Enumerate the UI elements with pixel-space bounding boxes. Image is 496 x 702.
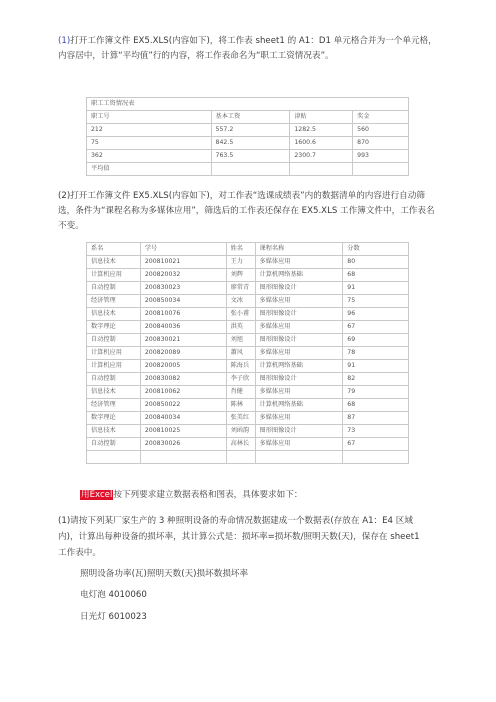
table-cell: 廖常青 (226, 282, 255, 295)
table-row (87, 412, 409, 425)
table-cell: 993 (353, 150, 409, 163)
table-cell: 200830023 (140, 282, 226, 295)
table-cell: 2300.7 (290, 150, 353, 163)
question-2-paragraph (58, 189, 438, 234)
table-cell: 图形图像设计 (255, 308, 343, 321)
table-cell: 200830021 (140, 334, 226, 347)
table-cell: 200850034 (140, 295, 226, 308)
table-cell: 763.5 (211, 150, 290, 163)
table-cell: 557.2 (211, 124, 290, 137)
data-line: 电灯泡 4010060 (80, 590, 147, 600)
table-cell: 91 (343, 360, 409, 373)
table-cell: 200810062 (140, 386, 226, 399)
table-cell: 多媒体应用 (255, 347, 343, 360)
table-cell: 多媒体应用 (255, 438, 343, 451)
table-cell: 200810021 (140, 256, 226, 269)
table-cell: 肖健 (226, 386, 255, 399)
table-cell (140, 451, 226, 464)
table-cell: 信息技术 (87, 425, 141, 438)
table-cell: 73 (343, 425, 409, 438)
table-cell: 刘函韵 (226, 425, 255, 438)
table-cell: 蕭风 (226, 347, 255, 360)
table-cell: 图形图像设计 (255, 282, 343, 295)
table-header-cell: 分数 (343, 243, 409, 256)
question-3-paragraph (58, 513, 430, 561)
salary-table-header-row (87, 111, 409, 124)
table-row (87, 124, 409, 137)
table-row (87, 282, 409, 295)
table-header-cell: 奖金 (353, 111, 409, 124)
table-cell (226, 451, 255, 464)
table-cell: 67 (343, 438, 409, 451)
table-cell: 多媒体应用 (255, 412, 343, 425)
instruction-paragraph (80, 488, 460, 503)
table-row (87, 425, 409, 438)
table-cell: 陈林 (226, 399, 255, 412)
table-cell (290, 163, 353, 176)
table-cell: 68 (343, 399, 409, 412)
table-cell: 图形图像设计 (255, 425, 343, 438)
table-cell: 自动控制 (87, 282, 141, 295)
table-cell: 文冰 (226, 295, 255, 308)
table-cell: 200820032 (140, 269, 226, 282)
highlighted-text: 用Excel (81, 490, 113, 500)
table-row (87, 308, 409, 321)
salary-table (86, 97, 409, 176)
table-cell: 362 (87, 150, 212, 163)
table-cell: 79 (343, 386, 409, 399)
table-cell: 计算机应用 (87, 347, 141, 360)
table-header-cell: 津贴 (290, 111, 353, 124)
table-cell (343, 451, 409, 464)
table-cell: 1282.5 (290, 124, 353, 137)
table-cell: 200850022 (140, 399, 226, 412)
table-row (87, 360, 409, 373)
table-cell (87, 451, 141, 464)
table-header-cell: 职工号 (87, 111, 212, 124)
table-row (87, 386, 409, 399)
table-cell: 洪英 (226, 321, 255, 334)
table-cell: 信息技术 (87, 308, 141, 321)
table-cell: 200810076 (140, 308, 226, 321)
table-cell: 经济管理 (87, 295, 141, 308)
table-cell: 69 (343, 334, 409, 347)
table-row (87, 295, 409, 308)
table-cell: 李子欣 (226, 373, 255, 386)
table-cell: 212 (87, 124, 212, 137)
table-cell: 68 (343, 269, 409, 282)
table-row (87, 321, 409, 334)
table-row (87, 269, 409, 282)
data-line: 日光灯 6010023 (80, 612, 147, 622)
table-cell: 王力 (226, 256, 255, 269)
table-cell: 数字理论 (87, 321, 141, 334)
table-cell: 82 (343, 373, 409, 386)
course-grade-header-row (87, 243, 409, 256)
data-line: 照明设备功率(瓦)照明天数(天)损坏数损坏率 (80, 569, 249, 579)
table-cell: 计算机应用 (87, 360, 141, 373)
table-cell: 96 (343, 308, 409, 321)
table-row (87, 347, 409, 360)
table-cell: 200810025 (140, 425, 226, 438)
table-cell (211, 163, 290, 176)
table-row (87, 163, 409, 176)
table-cell: 计算机网络基础 (255, 360, 343, 373)
table-header-cell: 系名 (87, 243, 141, 256)
instruction-text: 按下列要求建立数据表格和图表，具体要求如下： (113, 490, 303, 500)
table-cell: 200840034 (140, 412, 226, 425)
table-cell: 200820089 (140, 347, 226, 360)
question-3-text: (1)请按下列某厂家生产的 3 种照明设备的寿命情况数据建成一个数据表(存放在 A1：E4 区域内)，计算出每种设备的损坏率，其计算公式是：损坏率=损坏数/照明天数(天)，保存在 sheet1 工作表中。 (58, 516, 420, 558)
table-row (87, 399, 409, 412)
table-cell: 75 (87, 137, 212, 150)
table-header-cell: 基本工资 (211, 111, 290, 124)
table-cell: 自动控制 (87, 438, 141, 451)
question-2-text: (2)打开工作簿文件 EX5.XLS(内容如下)，对工作表“选课成绩表”内的数据清单的内容进行自动筛选，条件为“课程名称为多媒体应用”，筛选后的工作表还保存在 EX5.XLS 工作簿文件中，工作表名不变。 (58, 191, 435, 231)
table-cell: 自动控制 (87, 334, 141, 347)
table-header-cell: 课程名称 (255, 243, 343, 256)
salary-table-title: 职工工资情况表 (87, 98, 409, 111)
table-row (87, 137, 409, 150)
table-cell: 计算机应用 (87, 269, 141, 282)
table-cell: 67 (343, 321, 409, 334)
question-1-text: 打开工作簿文件 EX5.XLS(内容如下)，将工作表 sheet1 的 A1：D1 单元格合并为一个单元格，内容居中，计算“平均值”行的内容，将工作表命名为“职工工资情况表”。 (58, 36, 437, 61)
course-grade-body (87, 256, 409, 464)
table-cell: 200830026 (140, 438, 226, 451)
table-cell: 张美红 (226, 412, 255, 425)
table-cell: 经济管理 (87, 399, 141, 412)
table-cell: 560 (353, 124, 409, 137)
table-cell (353, 163, 409, 176)
question-1-number: (1) (58, 36, 71, 46)
table-cell: 高林长 (226, 438, 255, 451)
table-cell: 计算机网络基础 (255, 399, 343, 412)
table-cell: 多媒体应用 (255, 321, 343, 334)
table-cell: 图形图像设计 (255, 334, 343, 347)
table-cell: 信息技术 (87, 386, 141, 399)
table-cell: 数字理论 (87, 412, 141, 425)
table-cell: 平均值 (87, 163, 212, 176)
table-cell: 图形图像设计 (255, 373, 343, 386)
table-cell: 多媒体应用 (255, 295, 343, 308)
table-cell: 842.5 (211, 137, 290, 150)
question-1-paragraph (58, 34, 438, 64)
table-cell: 87 (343, 412, 409, 425)
table-row (87, 150, 409, 163)
table-cell: 多媒体应用 (255, 386, 343, 399)
table-header-cell: 姓名 (226, 243, 255, 256)
course-grade-table (86, 242, 409, 464)
table-cell: 200840036 (140, 321, 226, 334)
table-cell: 计算机网络基础 (255, 269, 343, 282)
table-cell: 75 (343, 295, 409, 308)
table-cell: 91 (343, 282, 409, 295)
table-row (87, 438, 409, 451)
table-cell: 200830082 (140, 373, 226, 386)
table-cell: 信息技术 (87, 256, 141, 269)
table-cell: 刘旭 (226, 334, 255, 347)
table-row (87, 256, 409, 269)
table-cell: 张小甫 (226, 308, 255, 321)
table-row (87, 373, 409, 386)
table-cell: 1600.6 (290, 137, 353, 150)
table-row (87, 451, 409, 464)
table-header-cell: 学号 (140, 243, 226, 256)
table-cell: 80 (343, 256, 409, 269)
table-cell: 78 (343, 347, 409, 360)
table-cell: 陈海兵 (226, 360, 255, 373)
table-cell: 200820005 (140, 360, 226, 373)
table-cell: 刘辉 (226, 269, 255, 282)
table-row (87, 334, 409, 347)
table-cell: 多媒体应用 (255, 256, 343, 269)
table-cell: 870 (353, 137, 409, 150)
table-cell (255, 451, 343, 464)
table-cell: 自动控制 (87, 373, 141, 386)
